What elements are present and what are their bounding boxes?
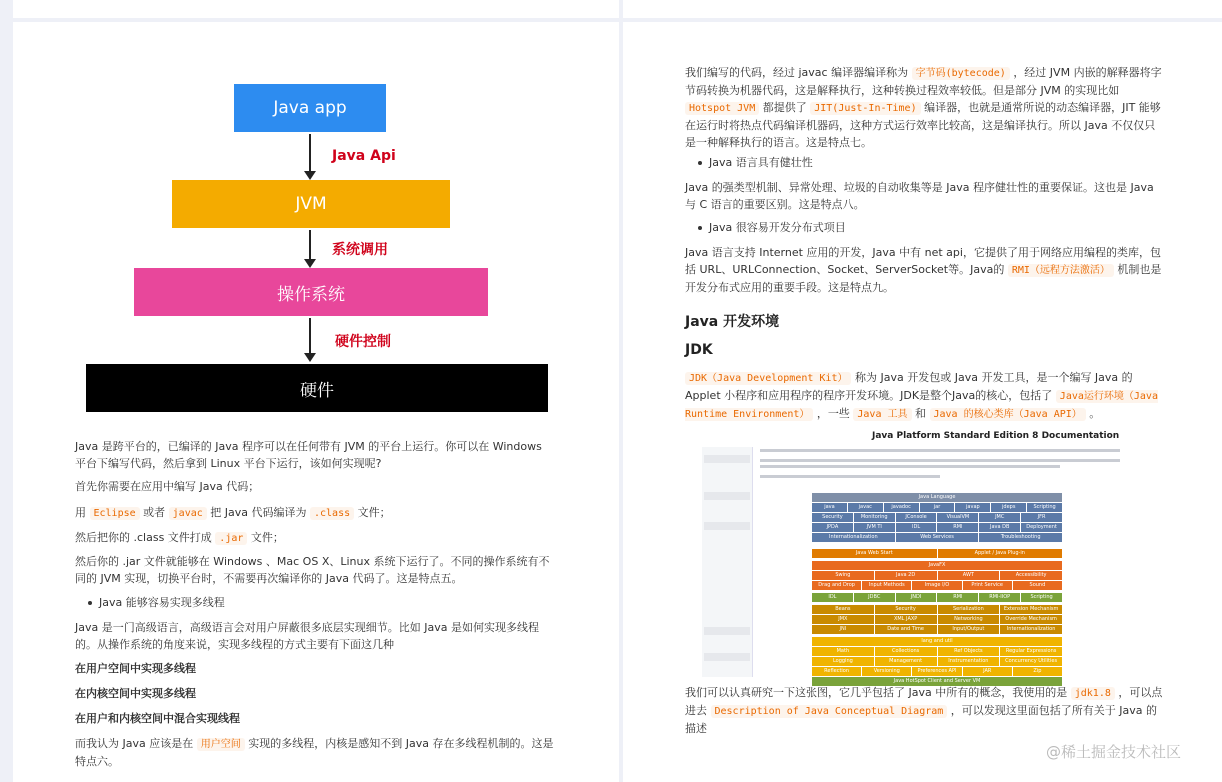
diagram-arrow-3 [309, 318, 311, 360]
page-top-strip-left [13, 0, 619, 18]
page-top-strip-right [623, 0, 1222, 18]
code-hotspot: Hotspot JVM [685, 102, 759, 115]
left-paragraph-6: Java 是一门高级语言，高级语言会对用户屏蔽很多底层实现细节。比如 Java 是如何实现多线程的。从操作系统的角度来说，实现多线程的方式主要有下面这几种 [75, 621, 539, 651]
left-paragraph-4: 然后把你的 .class 文件打成 .jar 文件； [75, 531, 284, 544]
heading-jdk: JDK [685, 342, 713, 358]
diagram-arrow-1 [309, 134, 311, 178]
code-jdk18: jdk1.8 [1071, 687, 1115, 700]
code-jit: JIT(Just-In-Time) [810, 102, 920, 115]
link-conceptual-diagram[interactable]: Description of Java Conceptual Diagram [711, 705, 948, 718]
diagram-arrow-label-1: Java Api [332, 148, 396, 164]
left-paragraph-7: 而我认为 Java 应该是在 用户空间 实现的多线程，内核是感知不到 Java 存在多线程机制的。这是特点六。 [75, 737, 554, 768]
right-paragraph-4: JDK（Java Development Kit） 称为 Java 开发包或 Java 开发工具，是一个编写 Java 的 Applet 小程序和应用程序的程序开发环境。JDK是整个Java的核心，包括了 Java运行环境（Java Runtime Environment） ，一些 Java 工具 和 Java 的核心类库（Java API） 。 [685, 371, 1158, 420]
diagram-box-os: 操作系统 [134, 268, 488, 316]
diagram-box-hardware: 硬件 [86, 364, 548, 412]
doc-image-title: Java Platform Standard Edition 8 Documentation [872, 431, 1120, 441]
left-bold-3: 在用户和内核空间中混合实现线程 [75, 712, 240, 725]
left-paragraph-2: 首先你需要在应用中编写 Java 代码； [75, 480, 260, 493]
code-class: .class [310, 507, 354, 520]
right-paragraph-2: Java 的强类型机制、异常处理、垃圾的自动收集等是 Java 程序健壮性的重要保证。这也是 Java 与 C 语言的重要区别。这是特点八。 [685, 181, 1154, 211]
left-bold-2: 在内核空间中实现多线程 [75, 687, 196, 700]
left-paragraph-1: Java 是跨平台的，已编译的 Java 程序可以在任何带有 JVM 的平台上运行。你可以在 Windows 平台下编写代码，然后拿到 Linux 平台下运行，该如何实现呢? [75, 440, 542, 470]
code-java-api: Java 的核心类库（Java API） [930, 408, 1086, 421]
diagram-box-jvm: JVM [172, 180, 450, 228]
java-se-doc-image: Java Platform Standard Edition 8 Documentation Java Language java javac javadoc jar javap jdeps Scripting Security Monitoring JConsole VisualVM JMC JFR JPDA JVM TI IDL RMI Java DB Deployment Internationalization Web Services Troubleshooting Java Web Start Applet / Java Plug-in JavaFX Swing Java 2D AWT Accessibility Drag and Drop Input Methods Image I/O Print Service Sound IDL JDBC JNDI RMI RMI-IIOP Scripting Beans Security Serialization Extension Mechanism JMX XML JAXP Networking Override Mechanism JNI Date and Time Input/Output Internationalization lang and util Math Collections Ref Objects Regular Expressions Logging Management Instrumentation Concurrency Utilities Reflection Versioning Preferences API JAR Zip Java HotSpot Client and Server VM [702, 431, 1127, 681]
diagram-arrow-label-3: 硬件控制 [335, 334, 391, 350]
code-rmi: RMI（远程方法激活） [1008, 264, 1114, 277]
diagram-arrow-2 [309, 230, 311, 266]
right-paragraph-3: Java 语言支持 Internet 应用的开发，Java 中有 net api，它提供了用于网络应用编程的类库，包括 URL、URLConnection、Socket、ServerSocket等。Java的 RMI（远程方法激活） 机制也是开发分布式应用的重要手段。这是特点九。 [685, 246, 1162, 294]
watermark: @稀土掘金技术社区 [1046, 743, 1182, 761]
code-jre: Java运行环境（Java Runtime Environment） [685, 391, 1158, 420]
code-java-tools: Java 工具 [853, 408, 911, 421]
right-paragraph-1: 我们编写的代码，经过 javac 编译器编译称为 字节码(bytecode) ，经过 JVM 内嵌的解释器将字节码转换为机器代码，这是解释执行，这种转换过程效率较低。但是部分 JVM 的实现比如 Hotspot JVM 都提供了 JIT(Just-In-Time) 编译器，也就是通常所说的动态编译器，JIT 能够在运行时将热点代码编译机器码，这种方式运行效率比较高，这是编译执行。所以 Java 不仅仅只是一种解释执行的语言。这是特点七。 [685, 66, 1162, 149]
code-user-space: 用户空间 [197, 738, 245, 751]
left-bold-1: 在用户空间中实现多线程 [75, 662, 196, 675]
doc-image-sidebar [702, 447, 753, 677]
right-paragraph-5: 我们可以认真研究一下这张图，它几乎包括了 Java 中所有的概念，我使用的是 jdk1.8 ，可以点进去 Description of Java Conceptual Diagram ，可以发现这里面包括了所有关于 Java 的描述 [685, 686, 1163, 735]
code-jar: .jar [215, 532, 247, 545]
left-paragraph-3: 用 Eclipse 或者 javac 把 Java 代码编译为 .class 文件； [75, 506, 391, 519]
diagram-arrow-label-2: 系统调用 [332, 242, 388, 258]
bullet-robust: Java 语言具有健壮性 [709, 154, 1169, 171]
right-page [623, 22, 1222, 782]
code-jdk: JDK（Java Development Kit） [685, 372, 851, 385]
left-paragraph-5: 然后你的 .jar 文件就能够在 Windows 、Mac OS X、Linux 系统下运行了。不同的操作系统有不同的 JVM 实现，切换平台时，不需要再次编译你的 Java 代码了。这是特点五。 [75, 555, 550, 585]
heading-java-env: Java 开发环境 [685, 314, 780, 330]
bullet-distributed: Java 很容易开发分布式项目 [709, 219, 1169, 236]
diagram-box-java-app: Java app [234, 84, 386, 132]
code-eclipse: Eclipse [90, 507, 140, 520]
code-javac: javac [169, 507, 207, 520]
left-page [13, 22, 619, 782]
bullet-multithread: Java 能够容易实现多线程 [99, 594, 559, 611]
code-bytecode: 字节码(bytecode) [912, 67, 1010, 80]
